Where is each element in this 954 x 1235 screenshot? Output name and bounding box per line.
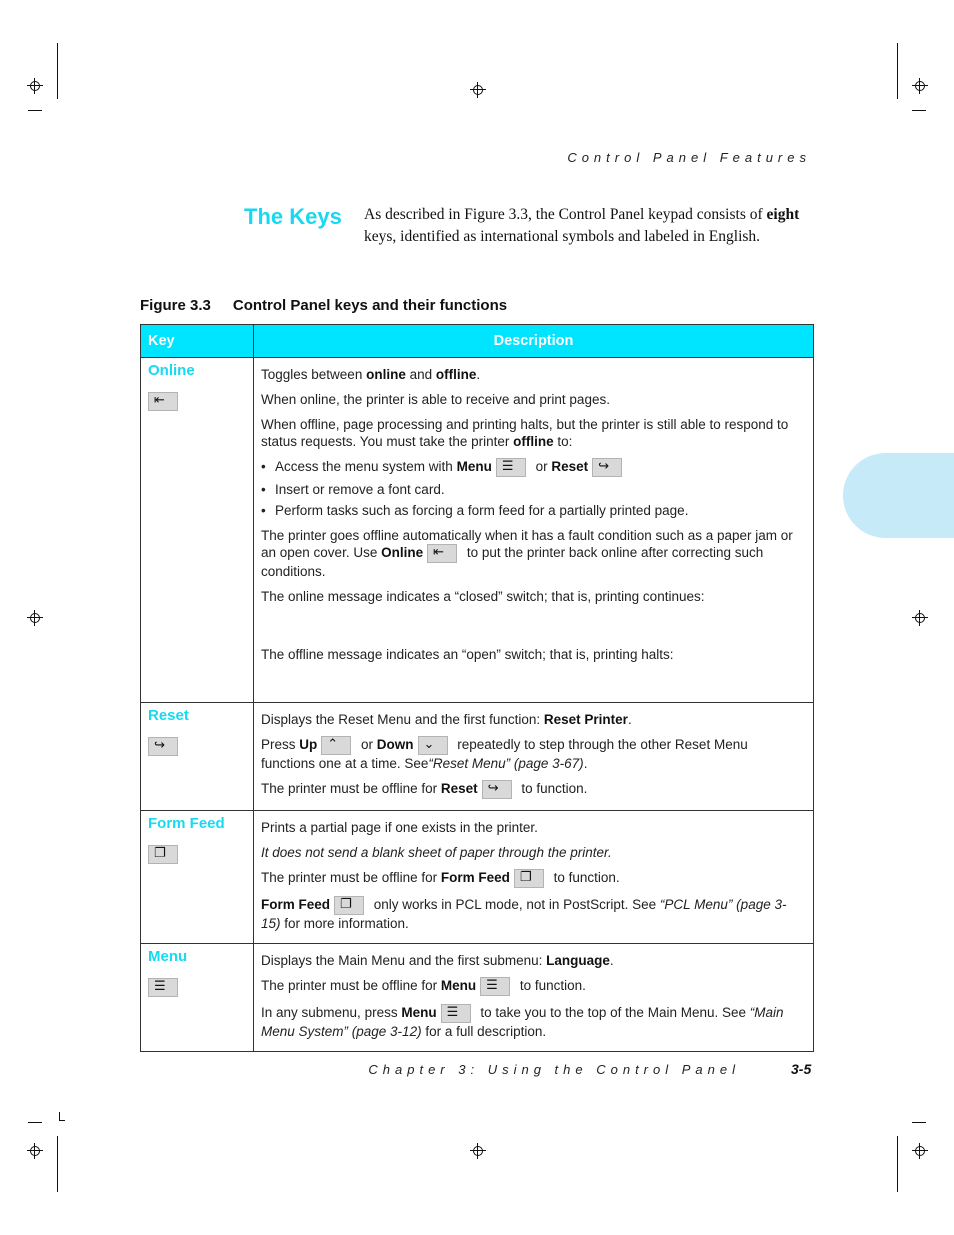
description-cell: [254, 703, 814, 811]
registration-mark-icon: [27, 78, 43, 94]
table-row-menu: [141, 944, 814, 1052]
description-text: The printer must be offline for Menu ☰ to function.: [261, 977, 805, 996]
form-feed-key-icon: ❐: [334, 896, 364, 915]
key-name-reset: Reset: [148, 707, 189, 724]
description-text: The printer must be offline for Reset ↪ to function.: [261, 780, 805, 799]
footer-chapter: Chapter 3: Using the Control Panel: [368, 1062, 740, 1077]
description-text: Toggles between online and offline.: [261, 367, 481, 382]
reset-key-icon: ↪: [148, 737, 178, 756]
description-text: Prints a partial page if one exists in the printer.: [261, 820, 538, 835]
table-row-form-feed: [141, 811, 814, 944]
crop-mark: [912, 1122, 926, 1123]
table-row-online: [141, 358, 814, 703]
online-key-icon: ⇤: [148, 392, 178, 411]
down-key-icon: ⌄: [418, 736, 448, 755]
description-cell: [254, 944, 814, 1052]
bullet-list: [261, 458, 805, 519]
menu-key-icon: ☰: [441, 1004, 471, 1023]
key-cell: [141, 358, 254, 703]
description-text: Form Feed ❐ only works in PCL mode, not in PostScript. See “PCL Menu” (page 3-15) for more information.: [261, 897, 787, 931]
crop-mark: [897, 1136, 898, 1192]
crop-mark: [59, 1120, 65, 1121]
key-name-menu: Menu: [148, 948, 188, 965]
list-item: • Insert or remove a font card.: [261, 481, 805, 498]
key-cell: [141, 703, 254, 811]
description-text: When online, the printer is able to receive and print pages.: [261, 392, 610, 407]
list-item: • Access the menu system with Menu ☰ or Reset ↪: [261, 458, 805, 477]
description-cell: [254, 811, 814, 944]
figure-title: Control Panel keys and their functions: [232, 297, 508, 314]
crop-mark: [57, 43, 58, 99]
online-key-icon: ⇤: [427, 544, 457, 563]
list-item: • Perform tasks such as forcing a form feed for a partially printed page.: [261, 502, 805, 519]
menu-key-icon: ☰: [496, 458, 526, 477]
crop-mark: [28, 1122, 42, 1123]
registration-mark-icon: [470, 1143, 486, 1159]
page-number: 3-5: [791, 1061, 812, 1077]
up-key-icon: ⌃: [321, 736, 351, 755]
description-text: The offline message indicates an “open” switch; that is, printing halts:: [261, 647, 674, 662]
form-feed-key-icon: ❐: [514, 869, 544, 888]
registration-mark-icon: [912, 610, 928, 626]
menu-key-icon: ☰: [148, 978, 178, 997]
description-text: Displays the Main Menu and the first submenu: Language.: [261, 953, 614, 968]
chapter-side-tab: [843, 453, 954, 538]
reset-key-icon: ↪: [592, 458, 622, 477]
registration-mark-icon: [27, 1143, 43, 1159]
header-description: Description: [254, 325, 814, 358]
table-row-reset: [141, 703, 814, 811]
form-feed-key-icon: ❐: [148, 845, 178, 864]
registration-mark-icon: [912, 1143, 928, 1159]
crop-mark: [57, 1136, 58, 1192]
header-key: Key: [141, 325, 254, 358]
key-name-online: Online: [148, 362, 195, 379]
menu-key-icon: ☰: [480, 977, 510, 996]
description-text: In any submenu, press Menu ☰ to take you to the top of the Main Menu. See “Main Menu System” (page 3-12) for a full description.: [261, 1005, 784, 1039]
figure-caption: [140, 297, 507, 314]
description-text: The printer goes offline automatically when it has a fault condition such as a paper jam or an open cover. Use Online ⇤ to put the printer back online after correcting such conditions.: [261, 528, 793, 579]
intro-paragraph: As described in Figure 3.3, the Control Panel keypad consists of eight keys, identified as international symbols and labeled in English.: [364, 206, 800, 245]
crop-mark: [897, 43, 898, 99]
running-head: Control Panel Features: [567, 150, 811, 165]
reset-key-icon: ↪: [482, 780, 512, 799]
table-header-row: [141, 325, 814, 358]
key-name-form-feed: Form Feed: [148, 815, 225, 832]
key-cell: [141, 811, 254, 944]
registration-mark-icon: [27, 610, 43, 626]
section-title: The Keys: [244, 204, 342, 229]
key-cell: [141, 944, 254, 1052]
registration-mark-icon: [912, 78, 928, 94]
description-cell: [254, 358, 814, 703]
description-text: The online message indicates a “closed” switch; that is, printing continues:: [261, 589, 705, 604]
keys-table: [140, 324, 814, 1052]
figure-number: Figure 3.3: [140, 297, 211, 314]
crop-mark: [912, 110, 926, 111]
crop-mark: [28, 110, 42, 111]
description-text: When offline, page processing and printing halts, but the printer is still able to respond to status requests. You must take the printer offline to:: [261, 417, 789, 449]
description-text: Press Up ⌃ or Down ⌄ repeatedly to step through the other Reset Menu functions one at a time. See“Reset Menu” (page 3-67).: [261, 737, 748, 771]
registration-mark-icon: [470, 82, 486, 98]
description-text: The printer must be offline for Form Feed ❐ to function.: [261, 869, 805, 888]
description-text: It does not send a blank sheet of paper through the printer.: [261, 845, 612, 860]
description-text: Displays the Reset Menu and the first function: Reset Printer.: [261, 712, 632, 727]
